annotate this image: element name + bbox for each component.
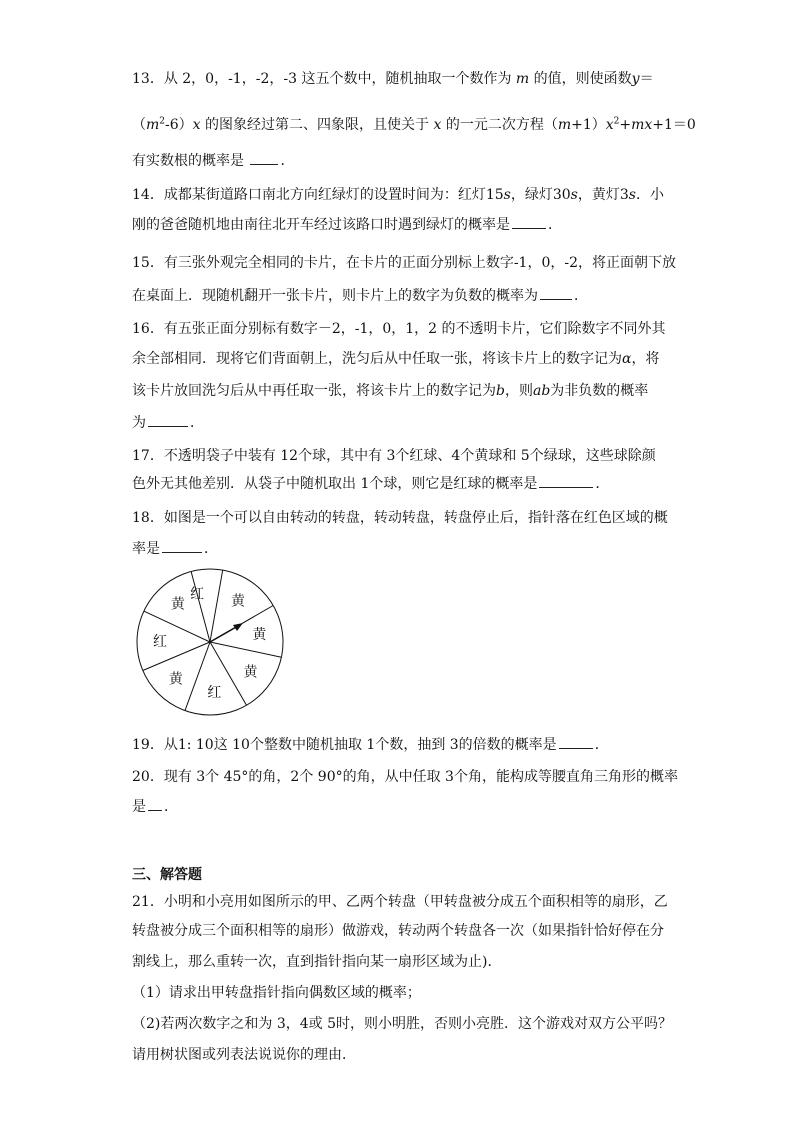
q13-text: 有实数根的概率是 xyxy=(132,153,249,169)
q19-line1 xyxy=(132,734,609,754)
var-mx: mx xyxy=(631,117,653,133)
q15-line1: 15．有三张外观完全相同的卡片，在卡片的正面分别标上数字-1，0，-2，将正面朝下放 xyxy=(132,255,676,271)
q16-text: 该卡片放回洗匀后从中再任取一张，将该卡片上的数字记为 xyxy=(132,383,496,399)
var-y: y xyxy=(631,71,640,87)
superscript: 2 xyxy=(613,116,620,127)
var-m: m xyxy=(146,117,160,133)
q17-line2 xyxy=(132,473,609,493)
unit-s: s xyxy=(628,187,636,203)
spinner-figure xyxy=(134,566,286,718)
q20-text: 是 xyxy=(132,799,146,815)
q14-text: ． xyxy=(548,217,562,233)
answer-blank[interactable] xyxy=(512,216,546,229)
spinner-sector-label: 黄 xyxy=(231,593,245,610)
answer-blank[interactable] xyxy=(162,540,202,553)
answer-blank[interactable] xyxy=(250,152,278,165)
q20-line1: 20．现有 3个 45°的角，2个 90°的角，从中任取 3个角，能构成等腰直角三角形的概率 xyxy=(132,769,678,785)
q14-line2 xyxy=(132,214,562,234)
spinner-divider-7 xyxy=(191,572,210,643)
spinner-sector-label: 黄 xyxy=(252,627,267,644)
q13-text: 的值，则使函数 xyxy=(529,71,632,87)
q16-text: 余全部相同．现将它们背面朝上，洗匀后从中任取一张，将该卡片上的数字记为 xyxy=(132,351,622,367)
spinner-sector-label: 黄 xyxy=(170,596,185,613)
q16-line4 xyxy=(132,412,204,432)
spinner-sector-label: 黄 xyxy=(243,664,258,681)
unit-s: s xyxy=(503,187,511,203)
q15-text: ． xyxy=(574,288,588,304)
var-alpha: α xyxy=(622,351,632,367)
q17-line1: 17．不透明袋子中装有 12个球，其中有 3个红球、4个黄球和 5个绿球，这些球除颜 xyxy=(132,448,656,464)
q13-text: ． xyxy=(280,153,295,169)
spinner-divider-4 xyxy=(185,642,210,711)
q13-text: ＝ xyxy=(639,71,654,87)
spinner-sector-label: 红 xyxy=(190,586,205,603)
answer-blank[interactable] xyxy=(539,475,593,488)
q13-text: -6） xyxy=(165,117,193,133)
q20-line2 xyxy=(132,796,178,816)
q13-text: + xyxy=(619,117,632,133)
q19-text: 19．从1: 10这 10个整数中随机抽取 1个数，抽到 3的倍数的概率是 xyxy=(132,737,557,753)
q16-text: ，则 xyxy=(504,383,533,399)
q13-text: （ xyxy=(132,117,146,133)
q14-text: ，绿灯30 xyxy=(510,187,571,203)
q14-text: ．小 xyxy=(635,187,664,203)
q13-line3 xyxy=(132,150,294,170)
q18-text: ． xyxy=(204,541,218,557)
q15-text: 在桌面上．现随机翻开一张卡片，则卡片上的数字为负数的概率为 xyxy=(132,288,538,304)
q16-line1: 16．有五张正面分别标有数字－2，-1，0，1，2 的不透明卡片，它们除数字不同外其 xyxy=(132,321,666,337)
var-b: b xyxy=(496,383,505,399)
var-ab: ab xyxy=(532,383,551,399)
spinner-pointer xyxy=(210,626,238,642)
spinner-sector-label: 红 xyxy=(207,684,222,701)
q21-line3: 割线上，那么重转一次，直到指针指向某一扇形区域为止)． xyxy=(132,954,502,970)
q16-line3 xyxy=(132,380,648,400)
answer-blank[interactable] xyxy=(148,414,188,427)
var-x: x xyxy=(433,117,442,133)
spinner-sector-label: 红 xyxy=(153,634,167,651)
q14-text: 14．成都某街道路口南北方向红绿灯的设置时间为：红灯15 xyxy=(132,187,504,203)
q13-text: 的图象经过第二、四象限，且使关于 xyxy=(200,117,434,133)
q21-part2b: 请用树状图或列表法说说你的理由． xyxy=(132,1047,356,1063)
superscript: 2 xyxy=(159,116,166,127)
q14-line1 xyxy=(132,184,664,204)
q16-text: 为非负数的概率 xyxy=(550,383,649,399)
q18-line2 xyxy=(132,538,218,558)
spinner-divider-0 xyxy=(210,570,223,642)
spinner-sector-label: 黄 xyxy=(168,671,183,688)
q15-line2 xyxy=(132,285,588,305)
var-m: m xyxy=(515,71,530,87)
var-m: m xyxy=(557,117,572,133)
q19-text: ． xyxy=(594,737,609,753)
var-x: x xyxy=(605,117,614,133)
answer-blank[interactable] xyxy=(559,736,593,749)
pointer-arrow-icon xyxy=(233,623,243,631)
q16-text: ． xyxy=(190,415,204,431)
q13-text: 的一元二次方程（ xyxy=(441,117,558,133)
q16-line2 xyxy=(132,348,659,368)
q14-text: ，黄灯3 xyxy=(577,187,629,203)
q13-line1 xyxy=(132,68,654,88)
q21-part1: （1）请求出甲转盘指针指向偶数区域的概率； xyxy=(132,985,421,1001)
q16-text: 为 xyxy=(132,415,146,431)
q13-line2 xyxy=(132,114,696,134)
q20-text: ． xyxy=(164,799,178,815)
q21-line1: 21．小明和小亮用如图所示的甲、乙两个转盘（甲转盘被分成五个面积相等的扇形，乙 xyxy=(132,894,668,910)
answer-blank[interactable] xyxy=(148,798,162,811)
q16-text: ，将 xyxy=(631,351,660,367)
q17-text: 色外无其他差别．从袋子中随机取出 1个球，则它是红球的概率是 xyxy=(132,476,538,492)
answer-blank[interactable] xyxy=(540,287,572,300)
q14-text: 刚的爸爸随机地由南往北开车经过该路口时遇到绿灯的概率是 xyxy=(132,217,510,233)
section-title: 三、解答题 xyxy=(132,867,202,883)
q13-text: +1） xyxy=(571,117,606,133)
q18-text: 率是 xyxy=(132,541,160,557)
var-x: x xyxy=(192,117,201,133)
q21-part2: （2)若两次数字之和为 3，4或 5时，则小明胜，否则小亮胜．这个游戏对双方公平吗？ xyxy=(132,1016,672,1032)
q17-text: ． xyxy=(595,476,610,492)
spinner-divider-2 xyxy=(210,642,281,657)
unit-s: s xyxy=(570,187,578,203)
q13-text: 13．从 2，0，-1，-2，-3 这五个数中，随机抽取一个数作为 xyxy=(132,71,516,87)
q21-line2: 转盘被分成三个面积相等的扇形）做游戏，转动两个转盘各一次（如果指针恰好停在分 xyxy=(132,923,664,939)
q18-line1: 18．如图是一个可以自由转动的转盘，转动转盘，转盘停止后，指针落在红色区域的概 xyxy=(132,510,668,526)
q13-text: +1＝0 xyxy=(652,117,696,133)
